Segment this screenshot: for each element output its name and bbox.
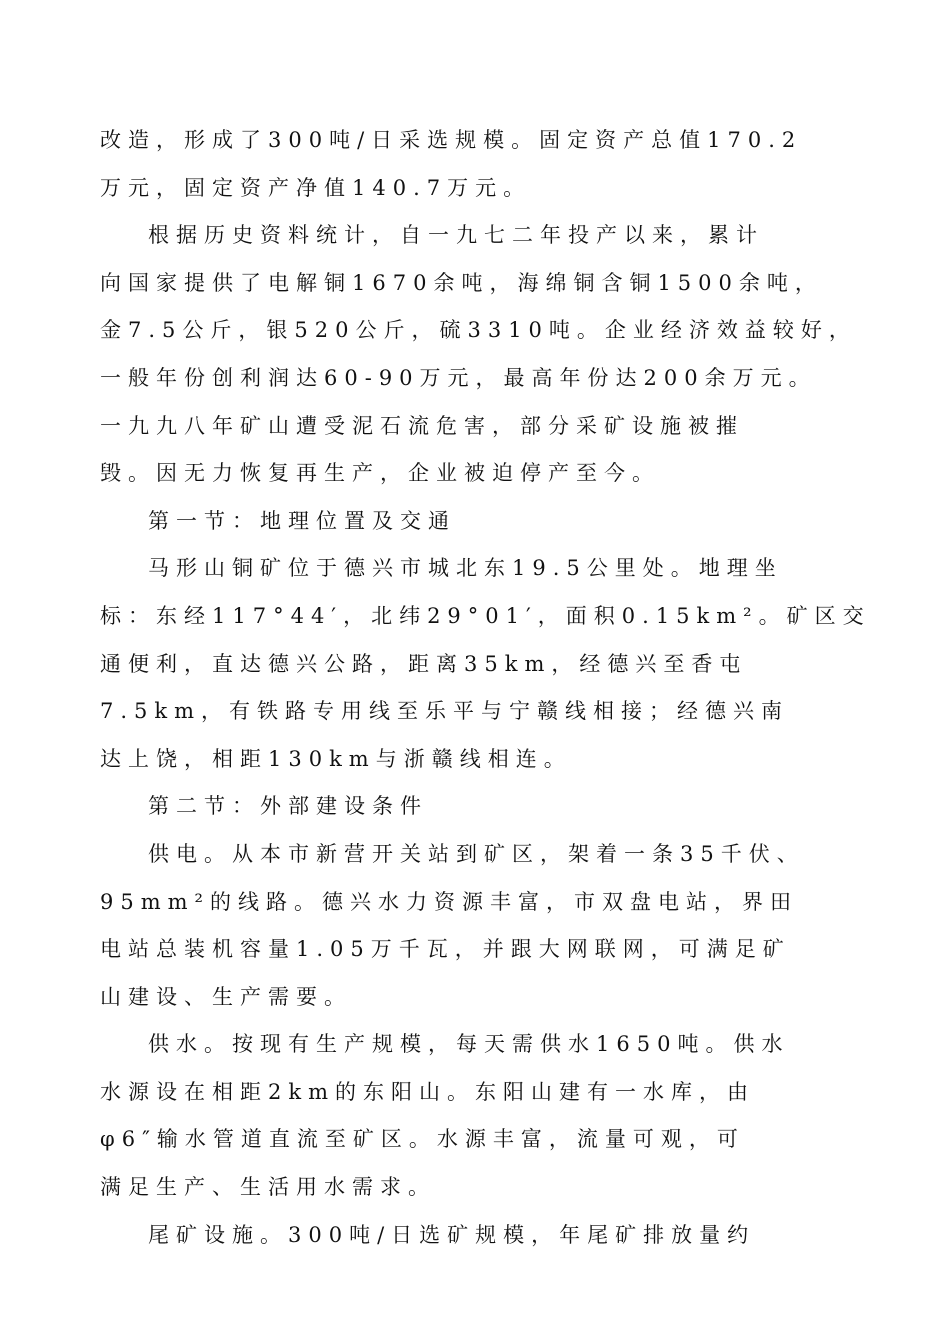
body-line: φ6″输水管道直流至矿区。水源丰富，流量可观，可 xyxy=(100,1127,745,1152)
body-line: 7.5km，有铁路专用线至乐平与宁赣线相接；经德兴南 xyxy=(100,699,790,724)
body-line: 金7.5公斤，银520公斤，硫3310吨。企业经济效益较好， xyxy=(100,318,857,343)
body-line: 达上饶，相距130km与浙赣线相连。 xyxy=(100,746,572,771)
body-line: 一般年份创利润达60-90万元，最高年份达200余万元。 xyxy=(100,365,817,390)
paragraph-start-line: 根据历史资料统计，自一九七二年投产以来，累计 xyxy=(148,223,764,248)
document-body xyxy=(100,120,871,1262)
paragraph-start-line: 供电。从本市新营开关站到矿区，架着一条35千伏、 xyxy=(148,841,805,866)
body-line: 向国家提供了电解铜1670余吨，海绵铜含铜1500余吨， xyxy=(100,270,823,295)
body-line: 95mm²的线路。德兴水力资源丰富，市双盘电站，界田 xyxy=(100,889,798,914)
body-line: 水源设在相距2km的东阳山。东阳山建有一水库，由 xyxy=(100,1079,755,1104)
section-heading-external-conditions: 第二节：外部建设条件 xyxy=(148,794,428,819)
section-heading-location: 第一节：地理位置及交通 xyxy=(148,508,456,533)
body-line: 山建设、生产需要。 xyxy=(100,984,352,1009)
paragraph-start-line: 供水。按现有生产规模，每天需供水1650吨。供水 xyxy=(148,1032,790,1057)
paragraph-start-line: 马形山铜矿位于德兴市城北东19.5公里处。地理坐 xyxy=(148,556,783,581)
body-line: 万元，固定资产净值140.7万元。 xyxy=(100,175,532,200)
body-line: 毁。因无力恢复再生产，企业被迫停产至今。 xyxy=(100,461,660,486)
body-line: 电站总装机容量1.05万千瓦，并跟大网联网，可满足矿 xyxy=(100,937,791,962)
paragraph-start-line: 尾矿设施。300吨/日选矿规模，年尾矿排放量约 xyxy=(148,1222,756,1247)
body-line: 满足生产、生活用水需求。 xyxy=(100,1175,436,1200)
body-line: 标：东经117°44′，北纬29°01′，面积0.15km²。矿区交 xyxy=(100,603,871,628)
body-line: 改造，形成了300吨/日采选规模。固定资产总值170.2 xyxy=(100,128,803,152)
body-line: 一九九八年矿山遭受泥石流危害，部分采矿设施被摧 xyxy=(100,413,744,438)
body-line: 通便利，直达德兴公路，距离35km，经德兴至香屯 xyxy=(100,651,748,676)
